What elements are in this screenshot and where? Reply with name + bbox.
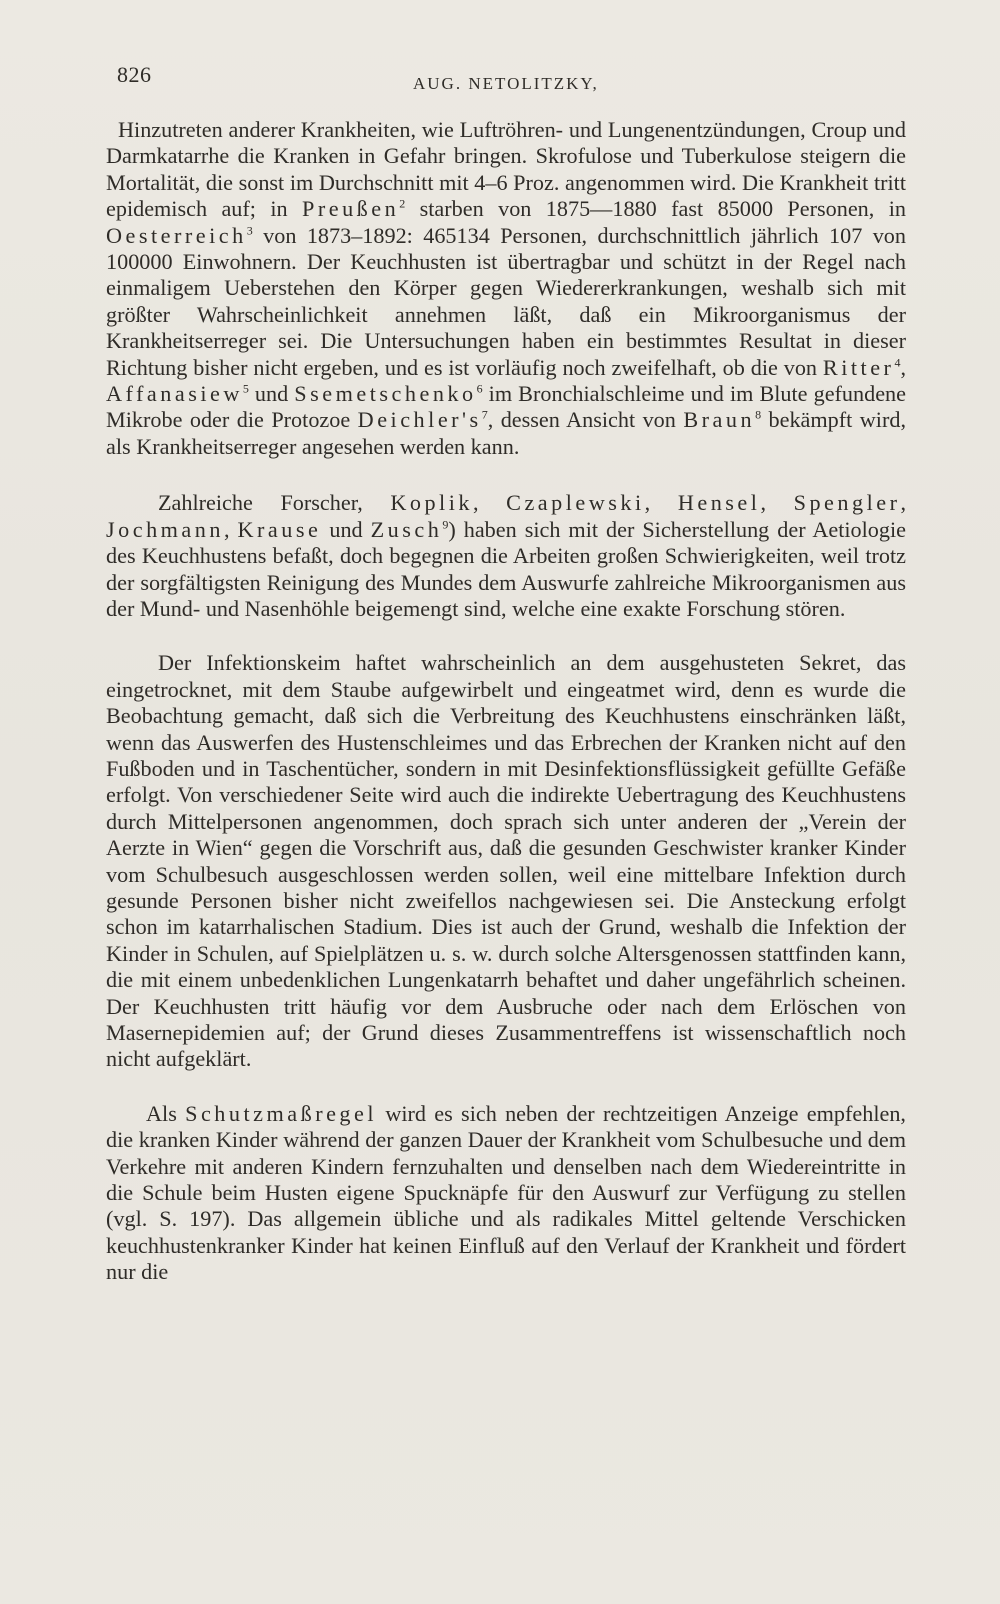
spaced-name: Braun <box>683 407 756 433</box>
spaced-name: Oesterreich <box>106 222 247 248</box>
paragraph-researchers <box>106 490 906 622</box>
spaced-name: Koplik <box>390 490 473 516</box>
text-run: starben von 1875—1880 fast 85000 Personen, in <box>405 196 906 222</box>
text-run: von 1873–1892: 465134 Personen, durchschnittlich jährlich 107 von 100000 Einwohnern. Der Keuchhusten ist übertragbar und schützt in der Regel nach einmaligem Ueberstehen den Körper gegen Wiedererkrankungen, weshalb sich mit größter Wahrscheinlichkeit annehmen läßt, daß ein Mikroorganismus der Krankheitserreger sei. Die Untersuchungen haben ein bestimmtes Resultat in dieser Richtung bisher nicht ergeben, und es ist vorläufig noch zweifelhaft, ob die von <box>106 222 906 380</box>
footnote-marker: 4 <box>894 355 901 370</box>
spaced-name: Zusch <box>370 516 443 542</box>
spaced-name: Jochmann <box>106 516 224 542</box>
text-run: , <box>223 516 238 542</box>
text-run: , <box>900 490 907 516</box>
paragraph-protection <box>106 1101 906 1286</box>
text-run: Zahlreiche Forscher, <box>158 490 391 516</box>
spaced-name: Hensel <box>677 490 761 516</box>
text-run: Als <box>146 1100 186 1126</box>
footnote-marker: 6 <box>476 381 483 396</box>
footnote-marker: 3 <box>246 223 253 238</box>
text-run: und <box>248 381 295 407</box>
spaced-name: Ssemetschenko <box>294 381 477 407</box>
spaced-name: Krause <box>237 516 322 542</box>
paragraph-mortality <box>106 117 906 460</box>
spaced-name: Affanasiew <box>106 381 243 407</box>
text-run: , <box>900 354 906 380</box>
footnote-marker: 5 <box>242 381 249 396</box>
page-number: 826 <box>117 62 152 87</box>
spaced-name: Ritter <box>822 354 895 380</box>
text-run: bekämpft wird, als Krankheitserreger angesehen werden kann. <box>106 407 906 459</box>
spaced-name: Preußen <box>302 196 400 222</box>
footnote-marker: 8 <box>755 408 762 423</box>
text-run: Der Infektionskeim haftet wahrscheinlich an dem ausgehusteten Sekret, das eingetrocknet, mit dem Staube aufgewirbelt und eingeatmet wird, denn es wurde die Beobachtung gemacht, daß sich die Verbreitung des Keuchhustens einschränken läßt, wenn das Auswerfen des Hustenschleimes und das Erbrechen der Kranken nicht auf den Fußboden und in Taschentücher, sondern in mit Desinfektionsflüssigkeit gefüllte Gefäße erfolgt. Von verschiedener Seite wird auch die indirekte Uebertragung des Keuchhustens durch Mittelpersonen angenommen, doch sprach sich unter anderen der „Verein der Aerzte in Wien“ gegen die Vorschrift aus, daß die gesunden Geschwister kranker Kinder vom Schulbesuch ausgeschlossen werden sollen, weil eine mittelbare Infektion durch gesunde Personen bisher nicht zweifellos nachgewiesen sei. Die Ansteckung erfolgt schon im katarrhalischen Stadium. Dies ist auch der Grund, weshalb die Infektion der Kinder in Schulen, auf Spielplätzen u. s. w. durch solche Altersgenossen stattfinden kann, die mit einem unbedenklichen Lungenkatarrh behaftet und daher ungefährlich scheinen. Der Keuchhusten tritt häufig vor dem Ausbruche oder nach dem Erlöschen von Masernepidemien auf; der Grund dieses Zusammentreffens ist wissenschaftlich noch nicht aufgeklärt. <box>106 650 906 1072</box>
spaced-name: Schutzmaßregel <box>185 1100 378 1126</box>
spaced-name: Czaplewski <box>506 490 645 516</box>
paragraph-infection <box>106 650 906 1073</box>
footnote-marker: 9 <box>442 517 449 532</box>
text-run: , <box>644 490 678 516</box>
text-run: , <box>760 490 794 516</box>
spaced-name: Deichler's <box>357 407 482 433</box>
footnote-marker: 7 <box>481 408 488 423</box>
text-run: , dessen Ansicht von <box>487 407 684 433</box>
text-run: und <box>321 516 371 542</box>
text-run: , <box>472 490 507 516</box>
text-run: im Bronchialschleime und im Blute gefundene Mikrobe oder die Protozoe <box>106 381 907 433</box>
text-run: ) haben sich mit der Sicherstellung der Aetiologie des Keuchhustens befaßt, doch begegnen die Arbeiten großen Schwierigkeiten, weil trotz der sorgfältigsten Reinigung des Mundes dem Auswurfe zahlreiche Mikroorganismen aus der Mund- und Nasenhöhle beigemengt sind, welche eine exakte Forschung stören. <box>106 516 907 621</box>
running-head: AUG. NETOLITZKY, <box>413 74 599 93</box>
footnote-marker: 2 <box>399 196 406 211</box>
page-body <box>106 117 906 1286</box>
text-run: Hinzutreten anderer Krankheiten, wie Luftröhren- und Lungenentzündungen, Croup und Darmkatarrhe die Kranken in Gefahr bringen. Skrofulose und Tuberkulose steigern die Mortalität, die sonst im Durchschnitt mit 4–6 Proz. angenommen wird. Die Krankheit tritt epidemisch auf; in <box>106 117 906 222</box>
text-run: wird es sich neben der rechtzeitigen Anzeige empfehlen, die kranken Kinder während der ganzen Dauer der Krankheit vom Schulbesuche und dem Verkehre mit anderen Kindern fernzuhalten und denselben nach dem Wiedereintritte in die Schule beim Husten eigene Spucknäpfe für den Auswurf zur Verfügung zu stellen (vgl. S. 197). Das allgemein übliche und als radikales Mittel geltende Verschicken keuchhustenkranker Kinder hat keinen Einfluß auf den Verlauf der Krankheit und fördert nur die <box>106 1100 906 1285</box>
spaced-name: Spengler <box>793 490 901 516</box>
